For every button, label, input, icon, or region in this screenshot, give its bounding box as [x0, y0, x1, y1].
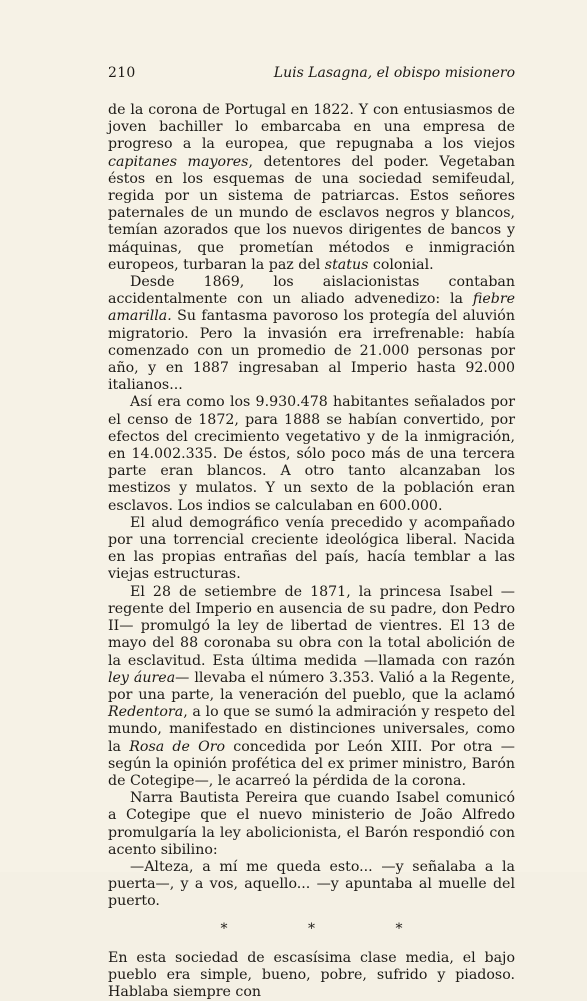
text-run: concedida por León XIII. Por otra —según la opinión profética del ex primer ministro, Barón de Cotegipe—, le acarreó la pérdida de la corona. [108, 738, 515, 789]
text-run: de la corona de Portugal en 1822. Y con entusiasmos de joven bachiller lo embarcaba en una empresa de progreso a la europea, que repugnaba a los viejos [108, 102, 515, 153]
text-run: El alud demográfico venía precedido y acompañado por una torrencial creciente ideológica liberal. Nacida en las propias entrañas del país, hacía temblar a las viejas estructuras. [108, 514, 515, 583]
italic-text: ley áurea [108, 669, 176, 686]
paragraph [108, 859, 515, 911]
italic-text: Redentora [108, 704, 184, 721]
text-run: Su fantasma pavoroso los protegía del aluvión migratorio. Pero la invasión era irrefrenable: había comenzado con un promedio de 21.000 personas por año, y en 1887 ingresaban al Imperio hasta 92.000 italianos... [108, 308, 515, 394]
text-run: colonial. [368, 256, 434, 273]
page-header [108, 64, 515, 82]
text-run: — llevaba el número 3.353. Valió a la Regente, por una parte, la veneración del pueblo, que la aclamó [108, 669, 515, 703]
text-run: Así era como los 9.930.478 habitantes señalados por el censo de 1872, para 1888 se habían convertido, por efectos del crecimiento vegetativo y de la inmigración, en 14.002.335. De éstos, sólo poco más de una tercera parte eran blancos. A otro tanto alcanzaban los mestizos y mulatos. Y un sexto de la población eran esclavos. Los indios se calculaban en 600.000. [108, 394, 515, 514]
paragraph [108, 102, 515, 274]
body-text [108, 102, 515, 1001]
paragraph [108, 584, 515, 790]
text-run: Desde 1869, los aislacionistas contaban accidentalmente con un aliado advenedizo: la [108, 274, 515, 308]
paragraph [108, 515, 515, 584]
text-run: Narra Bautista Pereira que cuando Isabel comunicó a Cotegipe que el nuevo ministerio de João Alfredo promulgaría la ley abolicionista, el Barón respondió con acento sibilino: [108, 790, 515, 858]
paragraph [108, 274, 515, 394]
italic-text: fiebre amarilla. [108, 291, 515, 325]
text-run: , a lo que se sumó la admiración y respeto del mundo, manifestado en distinciones universales, como la [108, 704, 515, 755]
running-title: Luis Lasagna, el obispo misionero [273, 65, 515, 81]
paragraph [108, 790, 515, 859]
italic-text: capitanes mayores [108, 153, 249, 170]
page-number: 210 [108, 65, 136, 81]
text-run: El 28 de setiembre de 1871, la princesa Isabel —regente del Imperio en ausencia de su padre, don Pedro II— promulgó la ley de libertad de vientres. El 13 de mayo del 88 coronaba su obra con la total abolición de la esclavitud. Esta última medida —llamada con razón [108, 583, 515, 669]
italic-text: status [324, 256, 369, 273]
italic-text: Rosa de Oro [129, 738, 226, 755]
paragraph-list [108, 102, 515, 911]
section-separator: * * * [220, 920, 441, 937]
closing-paragraph: En esta sociedad de escasísima clase media, el bajo pueblo era simple, bueno, pobre, sufrido y piadoso. Hablaba siempre con [108, 949, 515, 1001]
text-run: —Alteza, a mí me queda esto... —y señalaba a la puerta—, y a vos, aquello... —y apuntaba al muelle del puerto. [108, 858, 515, 910]
paragraph [108, 394, 515, 514]
text-run: , detentores del poder. Vegetaban éstos en los esquemas de una sociedad semifeudal, regida por un sistema de patriarcas. Estos señores paternales de un mundo de esclavos negros y blancos, temían azorados que los nuevos dirigentes de bancos y máquinas, que prometían métodos e inmigración europeos, turbaran la paz del [108, 153, 516, 273]
